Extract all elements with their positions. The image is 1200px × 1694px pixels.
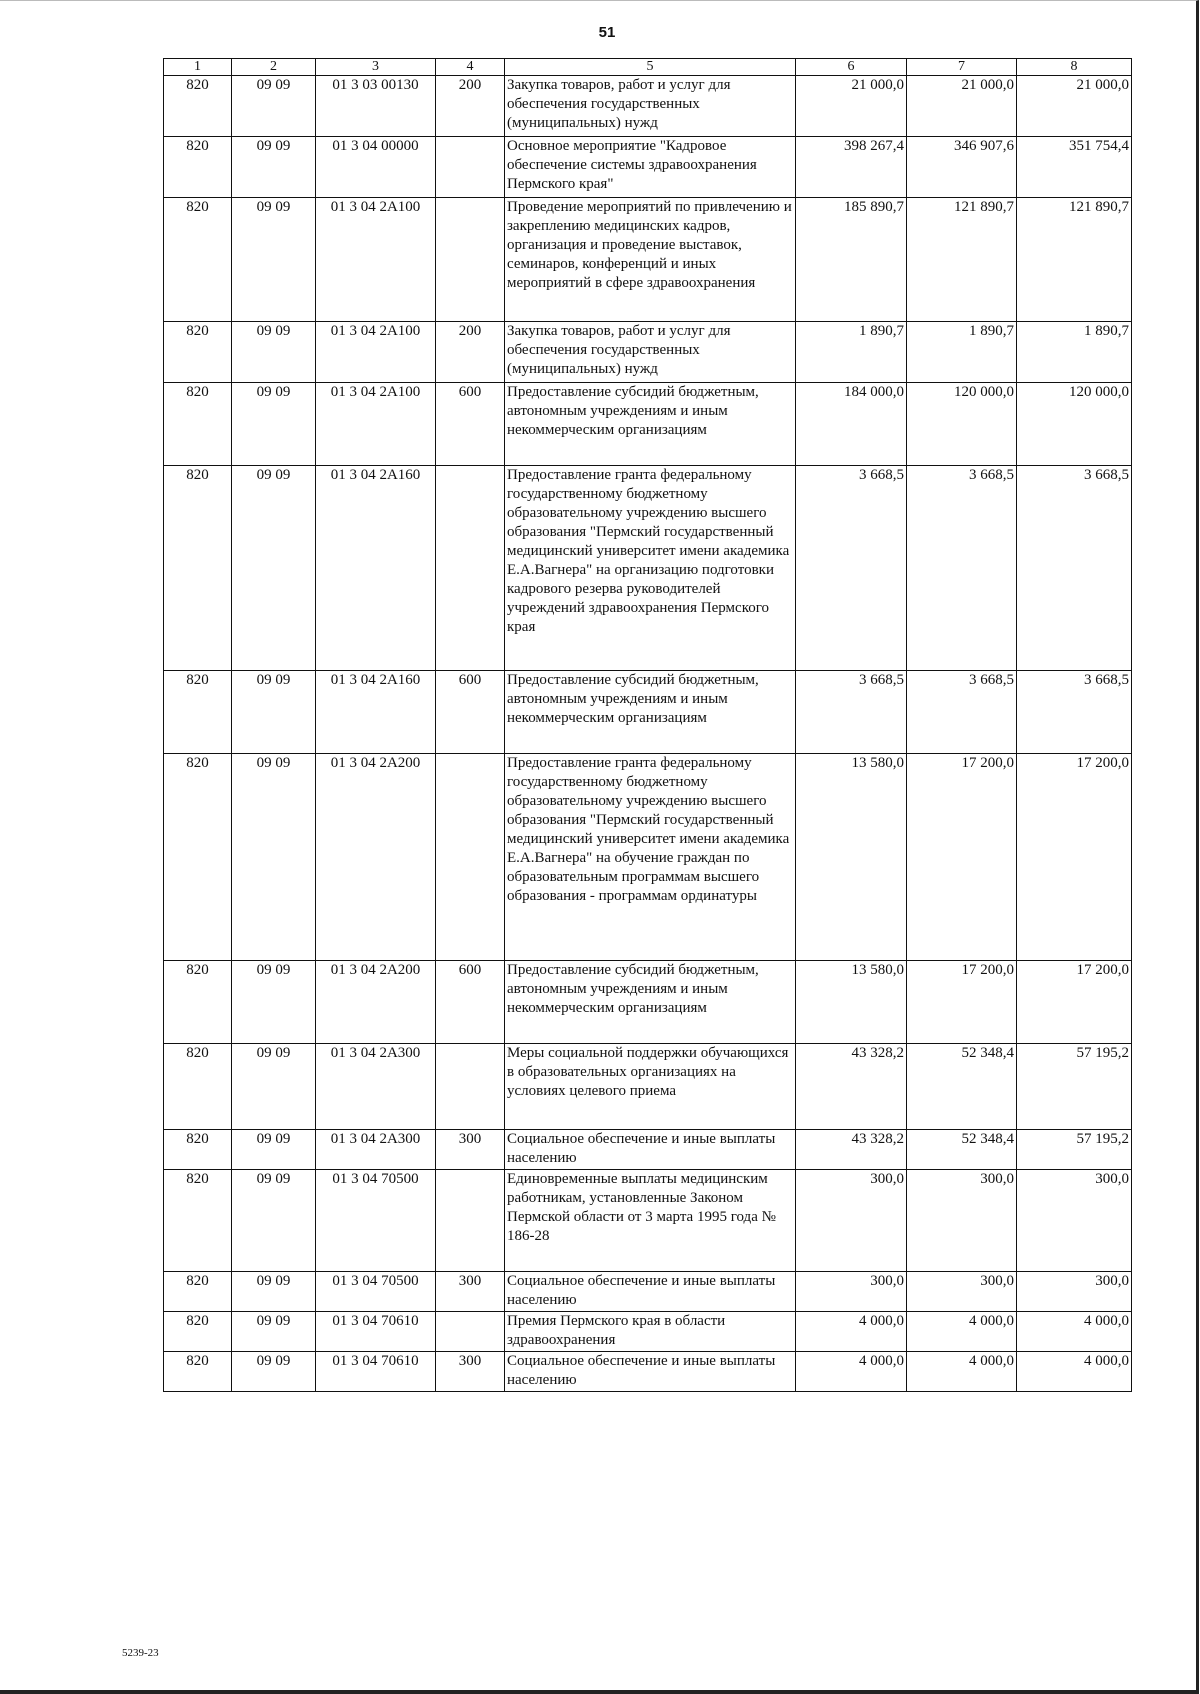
amount-year1-cell: 13 580,0	[796, 961, 907, 1044]
section-code-cell: 09 09	[232, 383, 316, 466]
amount-year2-cell: 300,0	[907, 1170, 1017, 1272]
ministry-code-cell: 820	[164, 198, 232, 322]
target-article-cell: 01 3 04 2А160	[316, 671, 436, 754]
amount-year1-cell: 184 000,0	[796, 383, 907, 466]
expense-type-cell: 600	[436, 961, 505, 1044]
table-row	[164, 1170, 1132, 1272]
target-article-cell: 01 3 04 2А300	[316, 1130, 436, 1170]
expense-type-cell	[436, 1044, 505, 1130]
amount-year2-cell: 3 668,5	[907, 671, 1017, 754]
amount-year2-cell: 52 348,4	[907, 1130, 1017, 1170]
ministry-code-cell: 820	[164, 383, 232, 466]
description-cell: Единовременные выплаты медицинским работникам, установленные Законом Пермской области от 3 марта 1995 года № 186-28	[505, 1170, 796, 1272]
target-article-cell: 01 3 04 70500	[316, 1272, 436, 1312]
amount-year2-cell: 300,0	[907, 1272, 1017, 1312]
amount-year2-cell: 346 907,6	[907, 137, 1017, 198]
ministry-code-cell: 820	[164, 961, 232, 1044]
budget-table	[163, 58, 1132, 1392]
column-header: 4	[436, 59, 505, 76]
table-row	[164, 383, 1132, 466]
amount-year3-cell: 120 000,0	[1017, 383, 1132, 466]
amount-year1-cell: 43 328,2	[796, 1044, 907, 1130]
amount-year3-cell: 351 754,4	[1017, 137, 1132, 198]
expense-type-cell	[436, 1170, 505, 1272]
table-row	[164, 198, 1132, 322]
section-code-cell: 09 09	[232, 754, 316, 961]
amount-year2-cell: 52 348,4	[907, 1044, 1017, 1130]
target-article-cell: 01 3 04 70610	[316, 1352, 436, 1392]
column-header: 2	[232, 59, 316, 76]
table-header-row	[164, 59, 1132, 76]
amount-year2-cell: 4 000,0	[907, 1312, 1017, 1352]
section-code-cell: 09 09	[232, 1130, 316, 1170]
description-cell: Социальное обеспечение и иные выплаты населению	[505, 1352, 796, 1392]
amount-year1-cell: 4 000,0	[796, 1312, 907, 1352]
target-article-cell: 01 3 04 70500	[316, 1170, 436, 1272]
amount-year3-cell: 300,0	[1017, 1170, 1132, 1272]
expense-type-cell	[436, 137, 505, 198]
section-code-cell: 09 09	[232, 961, 316, 1044]
target-article-cell: 01 3 04 2А200	[316, 754, 436, 961]
description-cell: Основное мероприятие "Кадровое обеспечение системы здравоохранения Пермского края"	[505, 137, 796, 198]
amount-year3-cell: 3 668,5	[1017, 466, 1132, 671]
expense-type-cell: 300	[436, 1130, 505, 1170]
expense-type-cell	[436, 754, 505, 961]
amount-year1-cell: 185 890,7	[796, 198, 907, 322]
section-code-cell: 09 09	[232, 1272, 316, 1312]
description-cell: Предоставление гранта федеральному государственному бюджетному образовательному учреждению высшего образования "Пермский государственный медицинский университет имени академика Е.А.Вагнера" на организацию подготовки кадрового резерва руководителей учреждений здравоохранения Пермского края	[505, 466, 796, 671]
amount-year1-cell: 300,0	[796, 1170, 907, 1272]
target-article-cell: 01 3 04 2А160	[316, 466, 436, 671]
description-cell: Предоставление гранта федеральному государственному бюджетному образовательному учреждению высшего образования "Пермский государственный медицинский университет имени академика Е.А.Вагнера" на обучение граждан по образовательным программам высшего образования - программам ординатуры	[505, 754, 796, 961]
expense-type-cell	[436, 1312, 505, 1352]
ministry-code-cell: 820	[164, 1130, 232, 1170]
column-header: 8	[1017, 59, 1132, 76]
table-row	[164, 1272, 1132, 1312]
table-row	[164, 961, 1132, 1044]
ministry-code-cell: 820	[164, 1312, 232, 1352]
ministry-code-cell: 820	[164, 1352, 232, 1392]
amount-year3-cell: 3 668,5	[1017, 671, 1132, 754]
amount-year1-cell: 13 580,0	[796, 754, 907, 961]
ministry-code-cell: 820	[164, 1272, 232, 1312]
amount-year2-cell: 17 200,0	[907, 754, 1017, 961]
expense-type-cell: 600	[436, 383, 505, 466]
amount-year1-cell: 3 668,5	[796, 466, 907, 671]
description-cell: Закупка товаров, работ и услуг для обеспечения государственных (муниципальных) нужд	[505, 76, 796, 137]
description-cell: Предоставление субсидий бюджетным, автономным учреждениям и иным некоммерческим организациям	[505, 383, 796, 466]
section-code-cell: 09 09	[232, 466, 316, 671]
amount-year2-cell: 121 890,7	[907, 198, 1017, 322]
table-row	[164, 137, 1132, 198]
description-cell: Премия Пермского края в области здравоохранения	[505, 1312, 796, 1352]
section-code-cell: 09 09	[232, 1352, 316, 1392]
amount-year3-cell: 121 890,7	[1017, 198, 1132, 322]
amount-year2-cell: 21 000,0	[907, 76, 1017, 137]
description-cell: Социальное обеспечение и иные выплаты населению	[505, 1272, 796, 1312]
expense-type-cell: 300	[436, 1272, 505, 1312]
table-row	[164, 76, 1132, 137]
table-row	[164, 1352, 1132, 1392]
expense-type-cell: 200	[436, 76, 505, 137]
section-code-cell: 09 09	[232, 322, 316, 383]
column-header: 1	[164, 59, 232, 76]
expense-type-cell: 600	[436, 671, 505, 754]
column-header: 7	[907, 59, 1017, 76]
amount-year1-cell: 300,0	[796, 1272, 907, 1312]
table-row	[164, 1044, 1132, 1130]
table-row	[164, 322, 1132, 383]
column-header: 3	[316, 59, 436, 76]
amount-year3-cell: 57 195,2	[1017, 1044, 1132, 1130]
target-article-cell: 01 3 04 2А200	[316, 961, 436, 1044]
amount-year3-cell: 57 195,2	[1017, 1130, 1132, 1170]
amount-year1-cell: 21 000,0	[796, 76, 907, 137]
amount-year3-cell: 4 000,0	[1017, 1312, 1132, 1352]
description-cell: Закупка товаров, работ и услуг для обеспечения государственных (муниципальных) нужд	[505, 322, 796, 383]
amount-year3-cell: 17 200,0	[1017, 961, 1132, 1044]
ministry-code-cell: 820	[164, 1044, 232, 1130]
table-row	[164, 754, 1132, 961]
target-article-cell: 01 3 04 2А100	[316, 322, 436, 383]
amount-year1-cell: 1 890,7	[796, 322, 907, 383]
amount-year2-cell: 120 000,0	[907, 383, 1017, 466]
expense-type-cell	[436, 198, 505, 322]
target-article-cell: 01 3 04 2А300	[316, 1044, 436, 1130]
table-row	[164, 1130, 1132, 1170]
table-row	[164, 1312, 1132, 1352]
section-code-cell: 09 09	[232, 671, 316, 754]
amount-year3-cell: 21 000,0	[1017, 76, 1132, 137]
description-cell: Предоставление субсидий бюджетным, автономным учреждениям и иным некоммерческим организациям	[505, 671, 796, 754]
amount-year1-cell: 398 267,4	[796, 137, 907, 198]
target-article-cell: 01 3 04 00000	[316, 137, 436, 198]
section-code-cell: 09 09	[232, 76, 316, 137]
amount-year3-cell: 17 200,0	[1017, 754, 1132, 961]
ministry-code-cell: 820	[164, 76, 232, 137]
ministry-code-cell: 820	[164, 1170, 232, 1272]
table-row	[164, 671, 1132, 754]
section-code-cell: 09 09	[232, 1044, 316, 1130]
ministry-code-cell: 820	[164, 671, 232, 754]
section-code-cell: 09 09	[232, 198, 316, 322]
ministry-code-cell: 820	[164, 754, 232, 961]
ministry-code-cell: 820	[164, 322, 232, 383]
description-cell: Предоставление субсидий бюджетным, автономным учреждениям и иным некоммерческим организациям	[505, 961, 796, 1044]
description-cell: Социальное обеспечение и иные выплаты населению	[505, 1130, 796, 1170]
amount-year3-cell: 1 890,7	[1017, 322, 1132, 383]
amount-year1-cell: 3 668,5	[796, 671, 907, 754]
section-code-cell: 09 09	[232, 1170, 316, 1272]
description-cell: Меры социальной поддержки обучающихся в образовательных организациях на условиях целевого приема	[505, 1044, 796, 1130]
ministry-code-cell: 820	[164, 466, 232, 671]
column-header: 6	[796, 59, 907, 76]
amount-year1-cell: 4 000,0	[796, 1352, 907, 1392]
amount-year2-cell: 4 000,0	[907, 1352, 1017, 1392]
table-row	[164, 466, 1132, 671]
section-code-cell: 09 09	[232, 1312, 316, 1352]
amount-year2-cell: 1 890,7	[907, 322, 1017, 383]
amount-year2-cell: 17 200,0	[907, 961, 1017, 1044]
target-article-cell: 01 3 04 70610	[316, 1312, 436, 1352]
target-article-cell: 01 3 03 00130	[316, 76, 436, 137]
column-header: 5	[505, 59, 796, 76]
amount-year1-cell: 43 328,2	[796, 1130, 907, 1170]
expense-type-cell: 300	[436, 1352, 505, 1392]
expense-type-cell: 200	[436, 322, 505, 383]
page-number: 51	[598, 24, 616, 41]
ministry-code-cell: 820	[164, 137, 232, 198]
description-cell: Проведение мероприятий по привлечению и закреплению медицинских кадров, организация и проведение выставок, семинаров, конференций и иных мероприятий в сфере здравоохранения	[505, 198, 796, 322]
amount-year2-cell: 3 668,5	[907, 466, 1017, 671]
expense-type-cell	[436, 466, 505, 671]
document-code: 5239-23	[122, 1647, 159, 1659]
target-article-cell: 01 3 04 2А100	[316, 198, 436, 322]
amount-year3-cell: 300,0	[1017, 1272, 1132, 1312]
section-code-cell: 09 09	[232, 137, 316, 198]
target-article-cell: 01 3 04 2А100	[316, 383, 436, 466]
amount-year3-cell: 4 000,0	[1017, 1352, 1132, 1392]
